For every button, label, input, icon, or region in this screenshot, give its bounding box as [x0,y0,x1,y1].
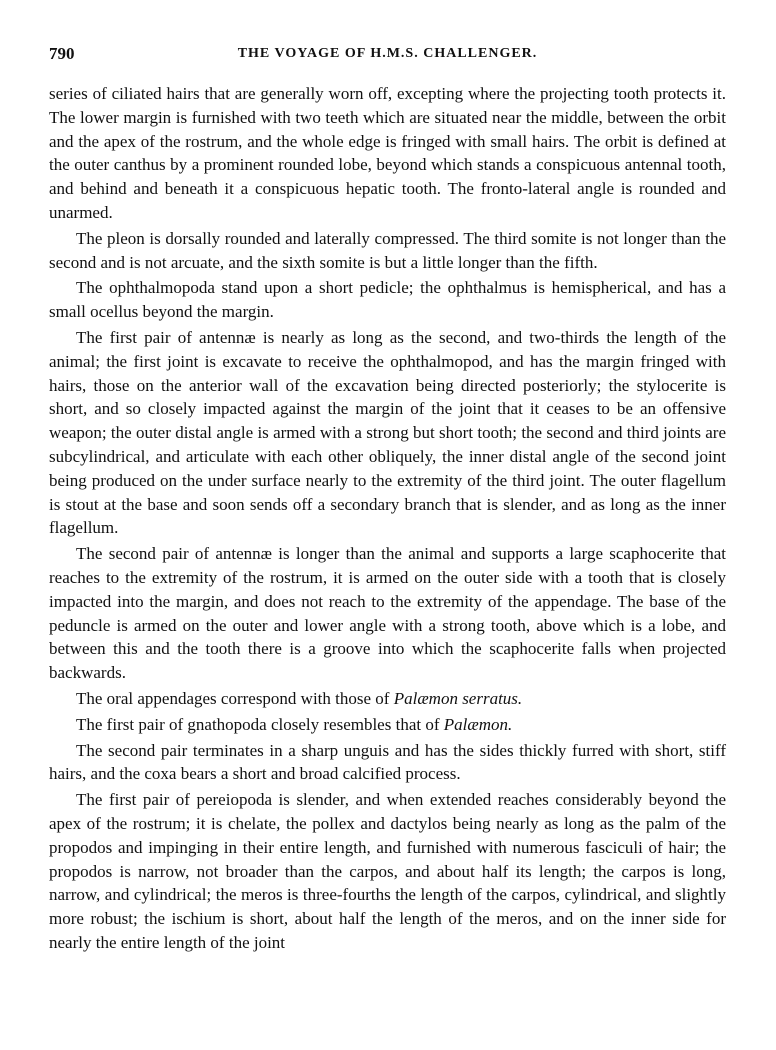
page-number: 790 [49,44,75,63]
paragraph: The second pair terminates in a sharp unguis and has the sides thickly furred with short, stiff hairs, and the coxa bears a short and broad calcified process. [49,740,726,784]
paragraph: series of ciliated hairs that are generally worn off, excepting where the projecting tooth protects it. The lower margin is furnished with two teeth which are situated near the middle, between the orbit and the apex of the rostrum, and the whole edge is fringed with small hairs. The orbit is defined at the outer canthus by a prominent rounded lobe, beyond which stands a conspicuous antennal tooth, and behind and beneath it a conspicuous hepatic tooth. The fronto-lateral angle is rounded and unarmed. [49,84,726,222]
body-text [49,82,726,955]
paragraph: The first pair of pereiopoda is slender, and when extended reaches considerably beyond the apex of the rostrum; it is chelate, the pollex and dactylos being nearly as long as the palm of the propodos and impinging in their entire length, and furnished with numerous fasciculi of hair; the propodos is narrow, not broader than the carpos, and about half its length; the carpos is long, narrow, and cylindrical; the meros is three-fourths the length of the carpos, cylindrical, and slightly more robust; the ischium is short, about half the length of the meros, and on the inner side for nearly the entire length of the joint [49,790,726,952]
paragraph: The first pair of antennæ is nearly as long as the second, and two-thirds the length of the animal; the first joint is excavate to receive the ophthalmopod, and has the margin fringed with hairs, those on the anterior wall of the excavation being directed posteriorly; the stylocerite is short, and so closely impacted against the margin of the joint that it ceases to be an offensive weapon; the outer distal angle is armed with a strong but short tooth; the second and third joints are subcylindrical, and articulate with each other obliquely, the inner distal angle of the second joint being produced on the under surface nearly to the extremity of the third joint. The outer flagellum is stout at the base and soon sends off a secondary branch that is slender, and as long as the inner flagellum. [49,327,726,538]
paragraph-oral-appendages [49,687,726,711]
genus-name: Palæmon. [443,714,513,734]
species-name: Palæmon serratus. [393,688,523,708]
paragraph: The ophthalmopoda stand upon a short pedicle; the ophthalmus is hemispherical, and has a small ocellus beyond the margin. [49,278,726,322]
paragraph: The pleon is dorsally rounded and laterally compressed. The third somite is not longer than the second and is not arcuate, and the sixth somite is but a little longer than the fifth. [49,228,726,272]
paragraph-text: The first pair of gnathopoda closely resembles that of [76,714,444,734]
page-header [49,40,726,68]
paragraph-gnathopoda [49,713,726,737]
paragraph: The second pair of antennæ is longer than the animal and supports a large scaphocerite that reaches to the extremity of the rostrum, it is armed on the outer side with a tooth that is closely impacted into the margin, and does not reach to the extremity of the appendage. The base of the peduncle is armed on the outer and lower angle with a strong tooth, above which is a lobe, and between this and the tooth there is a groove into which the scaphocerite falls when projected backwards. [49,544,726,683]
paragraph-text: The oral appendages correspond with those of [76,688,394,708]
running-title: THE VOYAGE OF H.M.S. CHALLENGER. [237,46,538,61]
